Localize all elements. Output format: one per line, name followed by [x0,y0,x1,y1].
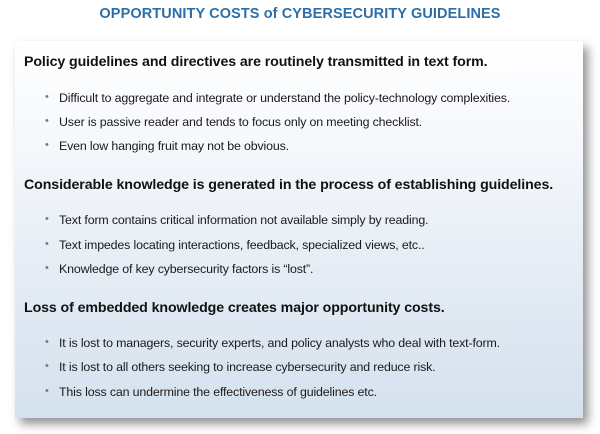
bullet-item [45,360,436,374]
bullet-icon: • [45,213,49,225]
content-panel [15,41,583,418]
bullet-text: This loss can undermine the effectiveness of guidelines etc. [59,385,377,399]
bullet-item [45,385,377,399]
bullet-icon: • [45,360,49,372]
bullet-item [45,238,425,252]
bullet-icon: • [45,91,49,103]
bullet-text: User is passive reader and tends to focus only on meeting checklist. [59,115,423,129]
bullet-icon: • [45,262,49,274]
bullet-text: Text impedes locating interactions, feedback, specialized views, etc.. [59,238,425,252]
bullet-item [45,336,500,350]
bullet-item [45,262,314,276]
bullet-text: It is lost to all others seeking to increase cybersecurity and reduce risk. [59,360,436,374]
slide-title: OPPORTUNITY COSTS of CYBERSECURITY GUIDELINES [99,6,501,22]
bullet-text: Even low hanging fruit may not be obvious. [59,139,289,153]
bullet-item [45,115,423,129]
section-heading-text-form: Policy guidelines and directives are routinely transmitted in text form. [24,54,488,70]
bullet-item [45,91,511,105]
bullet-icon: • [45,115,49,127]
section-heading-knowledge-generated: Considerable knowledge is generated in the process of establishing guidelines. [24,177,554,193]
bullet-icon: • [45,238,49,250]
bullet-icon: • [45,385,49,397]
bullet-text: Difficult to aggregate and integrate or understand the policy-technology complexities. [59,91,511,105]
bullet-icon: • [45,336,49,348]
bullet-item [45,213,429,227]
bullet-text: It is lost to managers, security experts, and policy analysts who deal with text-form. [59,336,500,350]
bullet-item [45,139,289,153]
bullet-text: Knowledge of key cybersecurity factors is “lost”. [59,262,314,276]
bullet-icon: • [45,139,49,151]
section-heading-opportunity-costs: Loss of embedded knowledge creates major opportunity costs. [24,300,445,316]
bullet-text: Text form contains critical information not available simply by reading. [59,213,429,227]
